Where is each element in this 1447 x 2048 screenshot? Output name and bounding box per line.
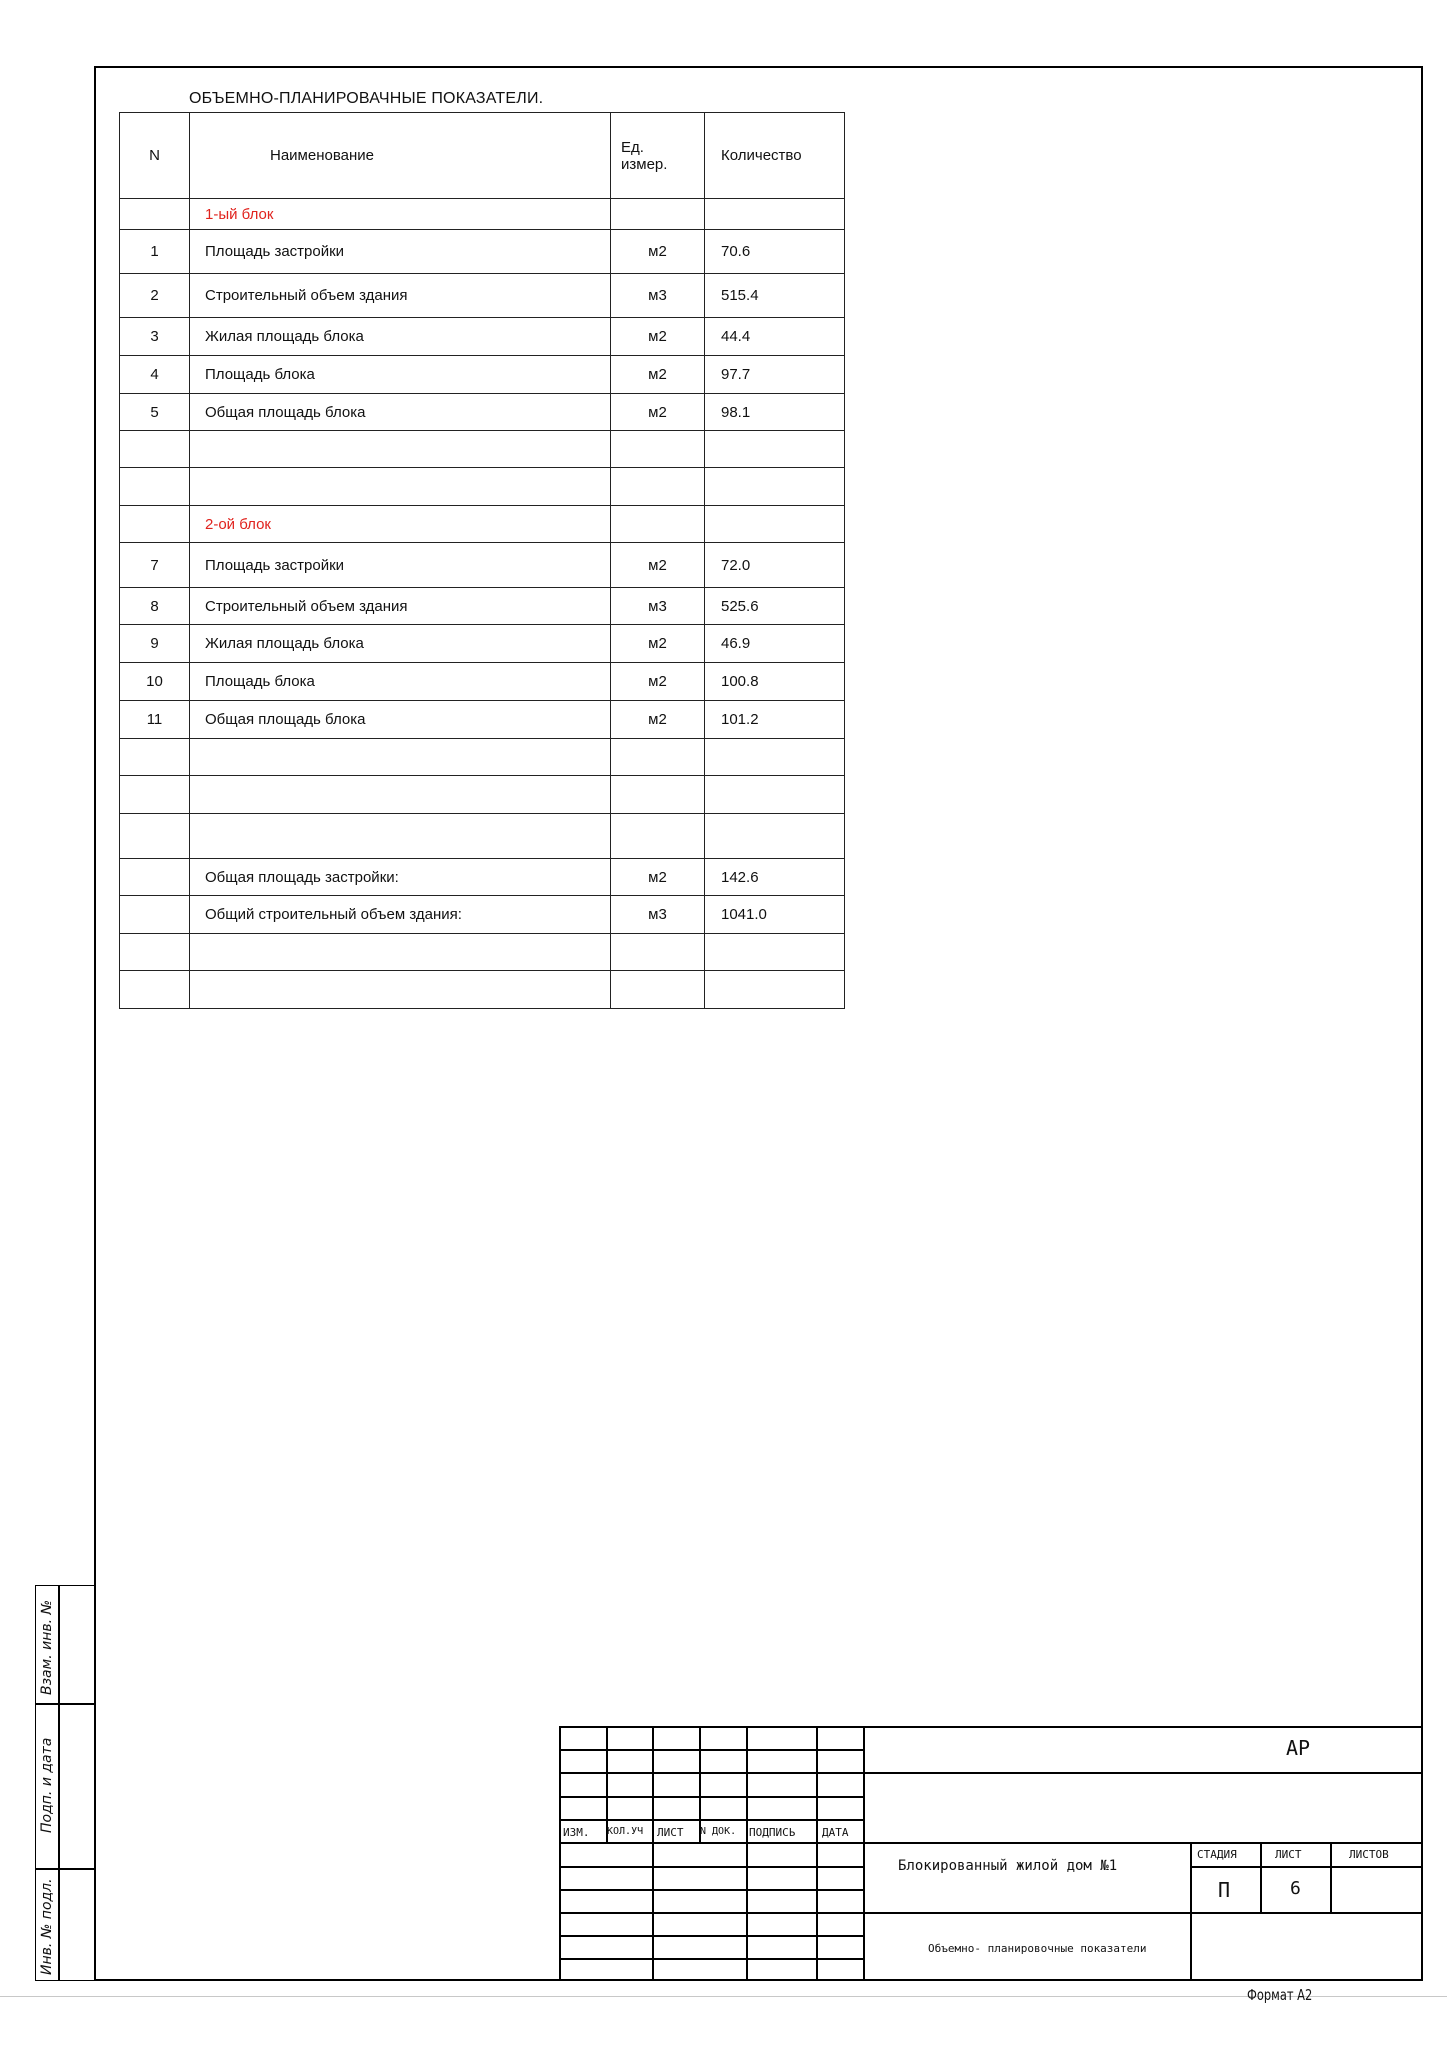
row-unit: м2 <box>611 356 705 394</box>
row-name: Общая площадь блока <box>190 394 611 431</box>
sheets-label: ЛИСТОВ <box>1349 1848 1389 1861</box>
row-unit: м2 <box>611 859 705 896</box>
table-row <box>120 431 845 468</box>
row-unit <box>611 739 705 776</box>
row-name <box>190 934 611 971</box>
tb-line <box>863 1912 1423 1914</box>
row-name <box>190 776 611 814</box>
col-data: ДАТА <box>822 1826 849 1839</box>
format-label: Формат А2 <box>1247 1986 1313 2004</box>
row-number <box>120 776 190 814</box>
col-podpis: ПОДПИСЬ <box>749 1826 796 1839</box>
row-name: Строительный объем здания <box>190 274 611 318</box>
row-number <box>120 199 190 230</box>
row-unit <box>611 199 705 230</box>
row-unit <box>611 776 705 814</box>
row-name <box>190 814 611 859</box>
row-quantity: 101.2 <box>705 701 845 739</box>
col-list: ЛИСТ <box>657 1826 684 1839</box>
row-quantity: 100.8 <box>705 663 845 701</box>
vzam-inv-label: Взам. инв. № <box>39 1599 55 1695</box>
tb-line <box>863 1772 1423 1774</box>
row-name: Общая площадь застройки: <box>190 859 611 896</box>
row-quantity <box>705 431 845 468</box>
indicators-table <box>119 112 845 1009</box>
header-unit-line1: Ед. <box>621 138 644 156</box>
row-number <box>120 814 190 859</box>
row-quantity <box>705 776 845 814</box>
table-row <box>120 739 845 776</box>
row-quantity: 1041.0 <box>705 896 845 934</box>
row-number: 2 <box>120 274 190 318</box>
row-number <box>120 431 190 468</box>
tb-line <box>863 1726 865 1981</box>
header-name: Наименование <box>190 113 611 199</box>
document-code: АР <box>1286 1736 1311 1760</box>
table-row <box>120 934 845 971</box>
tb-line <box>816 1726 818 1981</box>
tb-line <box>746 1726 748 1981</box>
row-unit <box>611 934 705 971</box>
table-row <box>120 356 845 394</box>
sheet-label: ЛИСТ <box>1275 1848 1302 1861</box>
row-name: Общий строительный объем здания: <box>190 896 611 934</box>
table-row <box>120 318 845 356</box>
row-unit: м3 <box>611 588 705 625</box>
row-number: 7 <box>120 543 190 588</box>
row-unit: м2 <box>611 394 705 431</box>
row-name: 2-ой блок <box>190 506 611 543</box>
table-row <box>120 776 845 814</box>
tb-line <box>1330 1842 1332 1912</box>
section-row <box>120 199 845 230</box>
table-row <box>120 663 845 701</box>
row-unit: м2 <box>611 230 705 274</box>
row-name <box>190 971 611 1009</box>
row-number: 8 <box>120 588 190 625</box>
table-row <box>120 814 845 859</box>
row-quantity <box>705 971 845 1009</box>
col-izm: ИЗМ. <box>563 1826 590 1839</box>
row-quantity: 46.9 <box>705 625 845 663</box>
row-name: Жилая площадь блока <box>190 318 611 356</box>
section-row <box>120 506 845 543</box>
row-quantity <box>705 814 845 859</box>
row-unit <box>611 971 705 1009</box>
tb-line <box>559 1726 561 1981</box>
row-number <box>120 468 190 506</box>
row-name <box>190 431 611 468</box>
row-unit <box>611 431 705 468</box>
table-row <box>120 896 845 934</box>
row-quantity: 70.6 <box>705 230 845 274</box>
row-unit <box>611 506 705 543</box>
row-number: 11 <box>120 701 190 739</box>
row-quantity <box>705 199 845 230</box>
row-number: 9 <box>120 625 190 663</box>
row-quantity: 525.6 <box>705 588 845 625</box>
row-unit: м3 <box>611 274 705 318</box>
row-number: 3 <box>120 318 190 356</box>
sheet-title: Объемно- планировочные показатели <box>928 1942 1147 1955</box>
table-row <box>120 588 845 625</box>
row-name <box>190 739 611 776</box>
podp-data-label: Подп. и дата <box>39 1737 55 1833</box>
row-unit: м3 <box>611 896 705 934</box>
tb-line <box>1190 1866 1423 1868</box>
row-number: 4 <box>120 356 190 394</box>
table-row <box>120 859 845 896</box>
tb-line <box>559 1842 1423 1844</box>
table-row <box>120 543 845 588</box>
table-row <box>120 971 845 1009</box>
row-number <box>120 896 190 934</box>
table-row <box>120 468 845 506</box>
tb-line <box>559 1726 1423 1728</box>
inv-podl-label: Инв. № подл. <box>39 1878 55 1975</box>
row-number <box>120 506 190 543</box>
tb-line <box>606 1726 608 1842</box>
row-name: Жилая площадь блока <box>190 625 611 663</box>
side-stamp-divider-vertical <box>58 1585 60 1981</box>
row-quantity: 44.4 <box>705 318 845 356</box>
tb-line <box>1190 1842 1192 1981</box>
project-name: Блокированный жилой дом №1 <box>898 1858 1118 1874</box>
row-name: Строительный объем здания <box>190 588 611 625</box>
table-row <box>120 274 845 318</box>
row-quantity: 142.6 <box>705 859 845 896</box>
row-quantity <box>705 739 845 776</box>
row-number: 1 <box>120 230 190 274</box>
row-quantity <box>705 506 845 543</box>
row-quantity: 97.7 <box>705 356 845 394</box>
col-kol-uch: КОЛ.УЧ <box>607 1826 644 1837</box>
row-number <box>120 971 190 1009</box>
row-name: 1-ый блок <box>190 199 611 230</box>
page-bottom-rule <box>0 1996 1447 1997</box>
header-unit <box>611 113 705 199</box>
table-row <box>120 394 845 431</box>
table-row <box>120 230 845 274</box>
row-quantity: 98.1 <box>705 394 845 431</box>
row-number <box>120 934 190 971</box>
row-name: Общая площадь блока <box>190 701 611 739</box>
row-name: Площадь застройки <box>190 543 611 588</box>
tb-line <box>1260 1842 1262 1912</box>
row-quantity <box>705 468 845 506</box>
table-header-row <box>120 113 845 199</box>
row-quantity: 515.4 <box>705 274 845 318</box>
stage-label: СТАДИЯ <box>1197 1848 1237 1861</box>
row-unit <box>611 814 705 859</box>
row-unit: м2 <box>611 318 705 356</box>
tb-line <box>699 1726 701 1842</box>
side-stamp-divider <box>35 1868 94 1870</box>
row-name: Площадь блока <box>190 663 611 701</box>
table-row <box>120 701 845 739</box>
row-unit: м2 <box>611 625 705 663</box>
table-title: ОБЪЕМНО-ПЛАНИРОВАЧНЫЕ ПОКАЗАТЕЛИ. <box>189 90 544 107</box>
row-number <box>120 739 190 776</box>
header-n: N <box>120 113 190 199</box>
row-unit: м2 <box>611 701 705 739</box>
table-row <box>120 625 845 663</box>
row-name: Площадь застройки <box>190 230 611 274</box>
row-number <box>120 859 190 896</box>
row-quantity <box>705 934 845 971</box>
side-stamp-divider <box>35 1703 94 1705</box>
sheet-value: 6 <box>1290 1878 1301 1899</box>
row-unit <box>611 468 705 506</box>
header-unit-line2: измер. <box>621 155 668 173</box>
row-name <box>190 468 611 506</box>
row-number: 10 <box>120 663 190 701</box>
header-qty: Количество <box>705 113 845 199</box>
col-n-dok: N ДОК. <box>700 1826 737 1837</box>
row-number: 5 <box>120 394 190 431</box>
row-unit: м2 <box>611 663 705 701</box>
row-name: Площадь блока <box>190 356 611 394</box>
tb-line <box>652 1726 654 1981</box>
stage-value: П <box>1218 1878 1231 1902</box>
row-unit: м2 <box>611 543 705 588</box>
row-quantity: 72.0 <box>705 543 845 588</box>
